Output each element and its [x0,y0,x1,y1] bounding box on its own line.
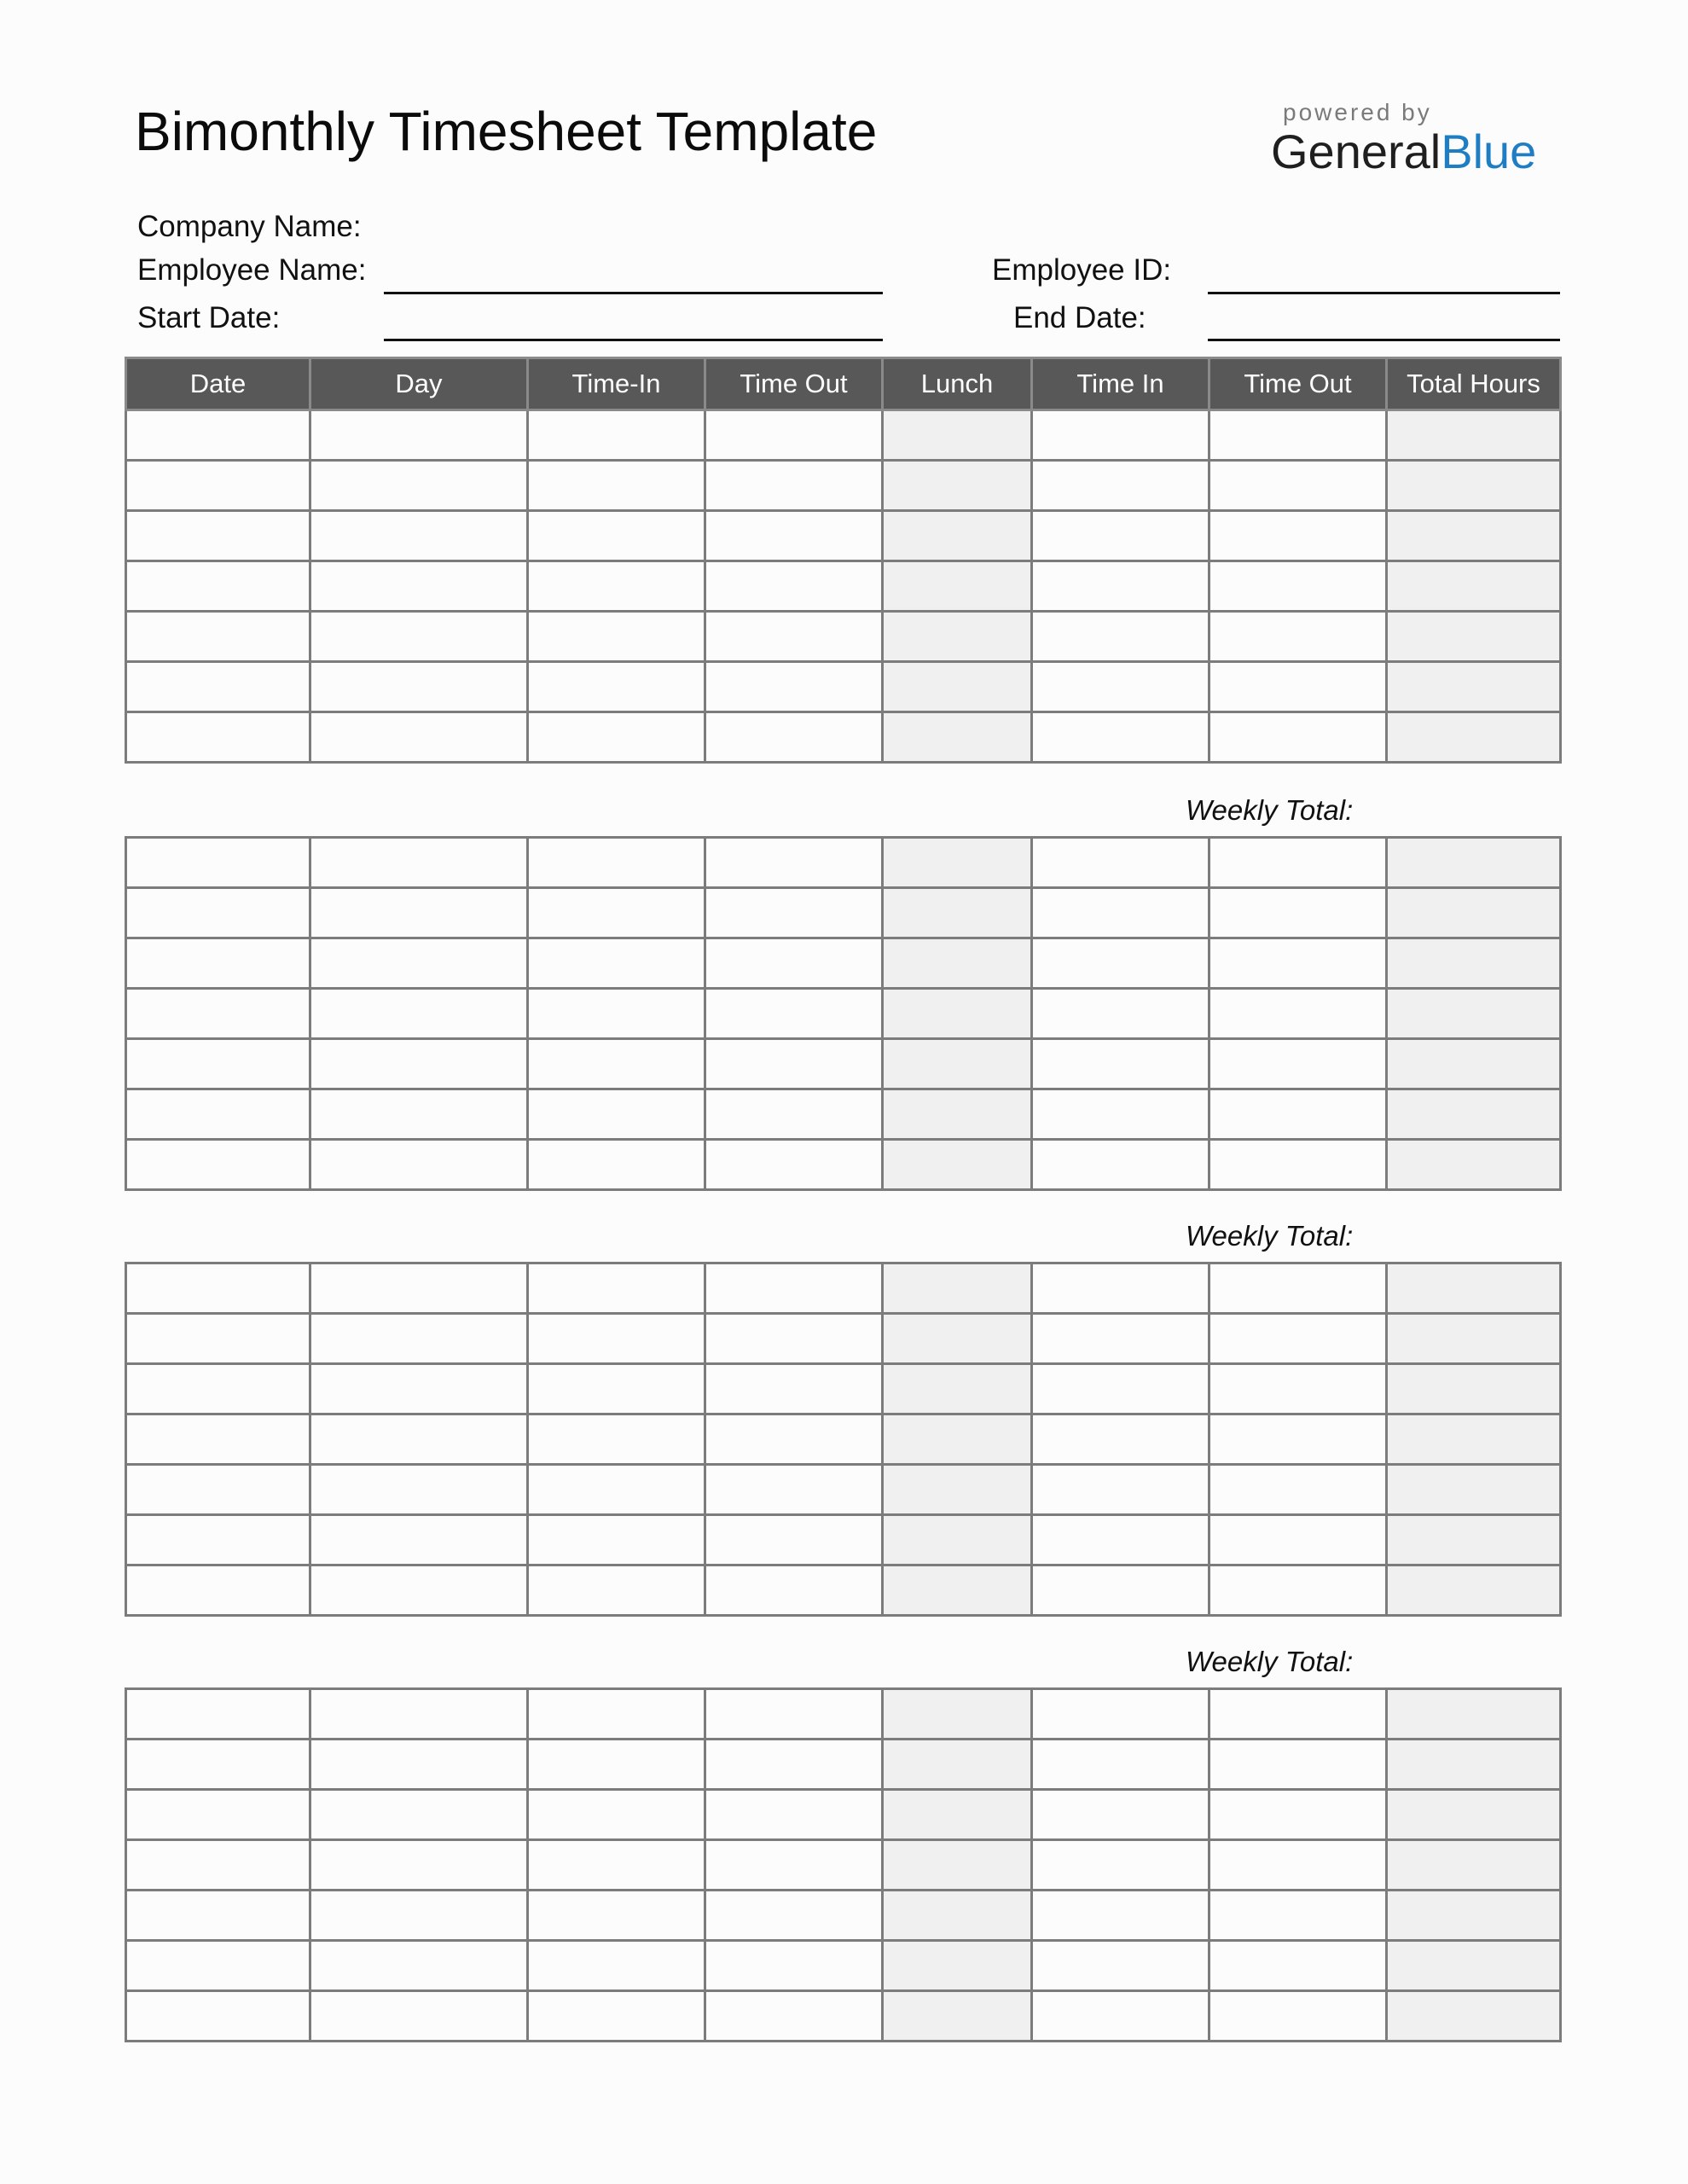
cell-lunch[interactable] [883,410,1032,461]
cell-time-out[interactable] [705,1465,883,1515]
cell-time-out[interactable] [705,838,883,888]
cell-time-in-2[interactable] [1032,888,1209,938]
cell-time-in[interactable] [528,1740,705,1790]
cell-date[interactable] [126,1840,310,1891]
cell-day[interactable] [310,938,528,989]
column-header-time-out: Time Out [705,358,883,410]
cell-lunch[interactable] [883,1039,1032,1089]
cell-time-out[interactable] [705,461,883,511]
cell-time-out[interactable] [705,712,883,763]
week-4-table [125,1687,1562,2042]
cell-day[interactable] [310,838,528,888]
cell-lunch[interactable] [883,1740,1032,1790]
cell-lunch[interactable] [883,1140,1032,1190]
table-row [126,662,1561,712]
cell-lunch[interactable] [883,1840,1032,1891]
cell-time-out-2[interactable] [1209,1941,1387,1991]
cell-total-hours[interactable] [1387,888,1561,938]
cell-time-in-2[interactable] [1032,838,1209,888]
cell-time-in[interactable] [528,1039,705,1089]
cell-total-hours[interactable] [1387,1891,1561,1941]
cell-time-out-2[interactable] [1209,1790,1387,1840]
cell-time-out[interactable] [705,612,883,662]
table-row [126,1263,1561,1314]
cell-total-hours[interactable] [1387,1140,1561,1190]
weekly-total-label-1: Weekly Total: [1186,794,1354,826]
cell-time-out[interactable] [705,1314,883,1364]
table-row [126,888,1561,938]
cell-time-out-2[interactable] [1209,1891,1387,1941]
cell-day[interactable] [310,989,528,1039]
table-row [126,1140,1561,1190]
cell-total-hours[interactable] [1387,511,1561,561]
cell-time-out[interactable] [705,1364,883,1414]
cell-day[interactable] [310,888,528,938]
cell-date[interactable] [126,1089,310,1140]
cell-time-in-2[interactable] [1032,662,1209,712]
brand-general: General [1271,125,1441,178]
cell-total-hours[interactable] [1387,1414,1561,1465]
cell-total-hours[interactable] [1387,461,1561,511]
cell-time-in-2[interactable] [1032,1740,1209,1790]
employee-name-label: Employee Name: [137,253,367,287]
cell-date[interactable] [126,461,310,511]
cell-time-out[interactable] [705,410,883,461]
cell-time-out-2[interactable] [1209,1314,1387,1364]
cell-time-in[interactable] [528,838,705,888]
cell-date[interactable] [126,662,310,712]
cell-time-out-2[interactable] [1209,1263,1387,1314]
cell-lunch[interactable] [883,1689,1032,1740]
cell-time-in[interactable] [528,938,705,989]
cell-time-out[interactable] [705,1089,883,1140]
table-row [126,1891,1561,1941]
cell-time-in[interactable] [528,1089,705,1140]
cell-day[interactable] [310,1740,528,1790]
cell-lunch[interactable] [883,1941,1032,1991]
table-row [126,1840,1561,1891]
cell-total-hours[interactable] [1387,1465,1561,1515]
cell-lunch[interactable] [883,1790,1032,1840]
cell-date[interactable] [126,410,310,461]
cell-lunch[interactable] [883,1565,1032,1616]
table-row [126,1790,1561,1840]
cell-day[interactable] [310,561,528,612]
cell-time-out-2[interactable] [1209,1840,1387,1891]
employee-id-field[interactable] [1208,292,1560,294]
table-row [126,1314,1561,1364]
cell-date[interactable] [126,1515,310,1565]
column-header-lunch: Lunch [883,358,1032,410]
cell-lunch[interactable] [883,662,1032,712]
cell-day[interactable] [310,1565,528,1616]
cell-time-in[interactable] [528,712,705,763]
cell-total-hours[interactable] [1387,662,1561,712]
cell-time-out[interactable] [705,1140,883,1190]
table-row [126,1414,1561,1465]
cell-time-in-2[interactable] [1032,1891,1209,1941]
cell-time-in-2[interactable] [1032,461,1209,511]
cell-day[interactable] [310,1991,528,2042]
cell-date[interactable] [126,938,310,989]
cell-time-in[interactable] [528,888,705,938]
cell-time-in[interactable] [528,1364,705,1414]
cell-time-out[interactable] [705,511,883,561]
cell-date[interactable] [126,989,310,1039]
cell-day[interactable] [310,1689,528,1740]
cell-time-out[interactable] [705,1941,883,1991]
cell-day[interactable] [310,1039,528,1089]
cell-date[interactable] [126,1140,310,1190]
cell-total-hours[interactable] [1387,1689,1561,1740]
table-row [126,461,1561,511]
cell-total-hours[interactable] [1387,938,1561,989]
cell-day[interactable] [310,1263,528,1314]
column-header-date: Date [126,358,310,410]
cell-time-in[interactable] [528,1465,705,1515]
cell-total-hours[interactable] [1387,1941,1561,1991]
cell-time-out-2[interactable] [1209,1465,1387,1515]
cell-date[interactable] [126,1039,310,1089]
cell-day[interactable] [310,1515,528,1565]
cell-time-in-2[interactable] [1032,938,1209,989]
cell-date[interactable] [126,612,310,662]
cell-time-out-2[interactable] [1209,938,1387,989]
cell-day[interactable] [310,1790,528,1840]
employee-id-label: Employee ID: [992,253,1172,287]
cell-time-in[interactable] [528,1565,705,1616]
cell-day[interactable] [310,1465,528,1515]
cell-time-in[interactable] [528,1140,705,1190]
table-row [126,1039,1561,1089]
cell-time-out-2[interactable] [1209,712,1387,763]
cell-date[interactable] [126,1740,310,1790]
cell-lunch[interactable] [883,1089,1032,1140]
cell-time-in-2[interactable] [1032,1790,1209,1840]
cell-time-out[interactable] [705,561,883,612]
cell-total-hours[interactable] [1387,712,1561,763]
column-header-day: Day [310,358,528,410]
cell-date[interactable] [126,1941,310,1991]
table-row [126,1089,1561,1140]
table-row [126,1941,1561,1991]
cell-lunch[interactable] [883,1465,1032,1515]
cell-date[interactable] [126,838,310,888]
cell-time-in-2[interactable] [1032,1515,1209,1565]
brand-blue: Blue [1441,125,1537,178]
cell-time-in[interactable] [528,461,705,511]
cell-time-in[interactable] [528,1263,705,1314]
cell-time-in-2[interactable] [1032,1840,1209,1891]
cell-date[interactable] [126,1465,310,1515]
week-2-table [125,836,1562,1191]
table-row [126,1515,1561,1565]
cell-day[interactable] [310,461,528,511]
cell-time-in[interactable] [528,662,705,712]
cell-time-in-2[interactable] [1032,1565,1209,1616]
cell-time-in-2[interactable] [1032,989,1209,1039]
cell-time-out[interactable] [705,1565,883,1616]
end-date-field[interactable] [1208,339,1560,341]
cell-time-out[interactable] [705,1740,883,1790]
cell-time-in[interactable] [528,511,705,561]
employee-name-field[interactable] [384,292,883,294]
cell-total-hours[interactable] [1387,1314,1561,1364]
cell-time-in-2[interactable] [1032,1314,1209,1364]
column-header-total-hours: Total Hours [1387,358,1561,410]
weekly-total-label-2: Weekly Total: [1186,1220,1354,1252]
cell-total-hours[interactable] [1387,1364,1561,1414]
cell-lunch[interactable] [883,1515,1032,1565]
cell-day[interactable] [310,1840,528,1891]
cell-total-hours[interactable] [1387,1740,1561,1790]
cell-time-in-2[interactable] [1032,1039,1209,1089]
cell-time-in-2[interactable] [1032,1089,1209,1140]
cell-lunch[interactable] [883,561,1032,612]
cell-time-out-2[interactable] [1209,612,1387,662]
cell-time-in-2[interactable] [1032,1364,1209,1414]
cell-time-in-2[interactable] [1032,1263,1209,1314]
cell-day[interactable] [310,1140,528,1190]
cell-day[interactable] [310,1891,528,1941]
table-row [126,612,1561,662]
cell-time-in[interactable] [528,1941,705,1991]
cell-time-out[interactable] [705,989,883,1039]
cell-day[interactable] [310,712,528,763]
table-header-row [126,358,1561,410]
cell-time-out-2[interactable] [1209,1565,1387,1616]
cell-lunch[interactable] [883,511,1032,561]
cell-time-in-2[interactable] [1032,1414,1209,1465]
cell-lunch[interactable] [883,1263,1032,1314]
cell-time-out[interactable] [705,1414,883,1465]
cell-total-hours[interactable] [1387,1515,1561,1565]
cell-total-hours[interactable] [1387,838,1561,888]
cell-time-out-2[interactable] [1209,1414,1387,1465]
cell-time-in[interactable] [528,1790,705,1840]
cell-time-out-2[interactable] [1209,989,1387,1039]
cell-time-in-2[interactable] [1032,561,1209,612]
cell-total-hours[interactable] [1387,1565,1561,1616]
table-row [126,1740,1561,1790]
cell-day[interactable] [310,1089,528,1140]
cell-time-out-2[interactable] [1209,1740,1387,1790]
cell-total-hours[interactable] [1387,1039,1561,1089]
cell-lunch[interactable] [883,1314,1032,1364]
cell-lunch[interactable] [883,888,1032,938]
cell-day[interactable] [310,1941,528,1991]
cell-date[interactable] [126,1689,310,1740]
cell-total-hours[interactable] [1387,612,1561,662]
cell-time-out[interactable] [705,1689,883,1740]
cell-time-out-2[interactable] [1209,1364,1387,1414]
cell-time-out[interactable] [705,1891,883,1941]
cell-time-in-2[interactable] [1032,1991,1209,2042]
cell-time-out-2[interactable] [1209,662,1387,712]
table-row [126,410,1561,461]
table-row [126,1565,1561,1616]
cell-time-in[interactable] [528,1991,705,2042]
cell-lunch[interactable] [883,612,1032,662]
cell-time-out[interactable] [705,888,883,938]
weekly-total-label-3: Weekly Total: [1186,1646,1354,1677]
cell-time-in[interactable] [528,1891,705,1941]
column-header-time-in-2: Time In [1032,358,1209,410]
table-row [126,938,1561,989]
cell-time-in[interactable] [528,1515,705,1565]
cell-day[interactable] [310,612,528,662]
table-row [126,1689,1561,1740]
cell-date[interactable] [126,1263,310,1314]
cell-time-out-2[interactable] [1209,1689,1387,1740]
cell-time-out-2[interactable] [1209,410,1387,461]
cell-total-hours[interactable] [1387,1991,1561,2042]
cell-time-out[interactable] [705,1790,883,1840]
cell-time-in-2[interactable] [1032,1140,1209,1190]
start-date-field[interactable] [384,339,883,341]
cell-day[interactable] [310,511,528,561]
cell-time-out-2[interactable] [1209,1089,1387,1140]
cell-total-hours[interactable] [1387,1263,1561,1314]
cell-lunch[interactable] [883,1991,1032,2042]
cell-date[interactable] [126,1891,310,1941]
cell-date[interactable] [126,1364,310,1414]
cell-time-out-2[interactable] [1209,511,1387,561]
cell-time-in-2[interactable] [1032,1941,1209,1991]
week-1-table [125,357,1562,764]
cell-time-out[interactable] [705,1039,883,1089]
cell-total-hours[interactable] [1387,1790,1561,1840]
cell-time-out-2[interactable] [1209,561,1387,612]
table-row [126,712,1561,763]
company-name-label: Company Name: [137,210,362,243]
cell-time-in-2[interactable] [1032,511,1209,561]
cell-time-out-2[interactable] [1209,1515,1387,1565]
page-title: Bimonthly Timesheet Template [135,101,878,162]
cell-time-out-2[interactable] [1209,1039,1387,1089]
cell-time-in[interactable] [528,612,705,662]
cell-date[interactable] [126,712,310,763]
cell-time-in-2[interactable] [1032,712,1209,763]
cell-date[interactable] [126,1414,310,1465]
cell-lunch[interactable] [883,1414,1032,1465]
cell-date[interactable] [126,511,310,561]
cell-time-out[interactable] [705,1991,883,2042]
cell-time-in[interactable] [528,561,705,612]
cell-time-in[interactable] [528,989,705,1039]
cell-time-out-2[interactable] [1209,888,1387,938]
cell-lunch[interactable] [883,1364,1032,1414]
cell-time-out[interactable] [705,1263,883,1314]
cell-date[interactable] [126,1991,310,2042]
cell-total-hours[interactable] [1387,989,1561,1039]
cell-time-out[interactable] [705,662,883,712]
cell-total-hours[interactable] [1387,1840,1561,1891]
cell-date[interactable] [126,561,310,612]
cell-total-hours[interactable] [1387,1089,1561,1140]
cell-time-in[interactable] [528,410,705,461]
cell-time-out-2[interactable] [1209,461,1387,511]
table-row [126,561,1561,612]
cell-day[interactable] [310,1364,528,1414]
cell-day[interactable] [310,662,528,712]
cell-time-in[interactable] [528,1840,705,1891]
cell-day[interactable] [310,410,528,461]
brand-name [1271,125,1537,178]
cell-time-out[interactable] [705,1515,883,1565]
cell-lunch[interactable] [883,1891,1032,1941]
column-header-time-in: Time-In [528,358,705,410]
end-date-label: End Date: [1013,301,1146,334]
cell-date[interactable] [126,1314,310,1364]
powered-by-text: powered by [1283,99,1432,125]
table-row [126,1991,1561,2042]
cell-time-out[interactable] [705,938,883,989]
cell-lunch[interactable] [883,938,1032,989]
cell-time-in-2[interactable] [1032,1689,1209,1740]
cell-date[interactable] [126,1790,310,1840]
table-row [126,838,1561,888]
cell-time-out[interactable] [705,1840,883,1891]
cell-time-in[interactable] [528,1689,705,1740]
cell-day[interactable] [310,1314,528,1364]
cell-day[interactable] [310,1414,528,1465]
cell-time-in-2[interactable] [1032,410,1209,461]
cell-lunch[interactable] [883,989,1032,1039]
cell-time-out-2[interactable] [1209,838,1387,888]
cell-time-out-2[interactable] [1209,1140,1387,1190]
cell-time-out-2[interactable] [1209,1991,1387,2042]
cell-total-hours[interactable] [1387,410,1561,461]
cell-total-hours[interactable] [1387,561,1561,612]
cell-time-in-2[interactable] [1032,1465,1209,1515]
cell-date[interactable] [126,888,310,938]
cell-time-in[interactable] [528,1414,705,1465]
table-row [126,1364,1561,1414]
cell-time-in[interactable] [528,1314,705,1364]
cell-date[interactable] [126,1565,310,1616]
start-date-label: Start Date: [137,301,281,334]
table-row [126,511,1561,561]
table-row [126,989,1561,1039]
table-row [126,1465,1561,1515]
cell-time-in-2[interactable] [1032,612,1209,662]
cell-lunch[interactable] [883,461,1032,511]
week-3-table [125,1262,1562,1617]
column-header-time-out-2: Time Out [1209,358,1387,410]
cell-lunch[interactable] [883,838,1032,888]
cell-lunch[interactable] [883,712,1032,763]
